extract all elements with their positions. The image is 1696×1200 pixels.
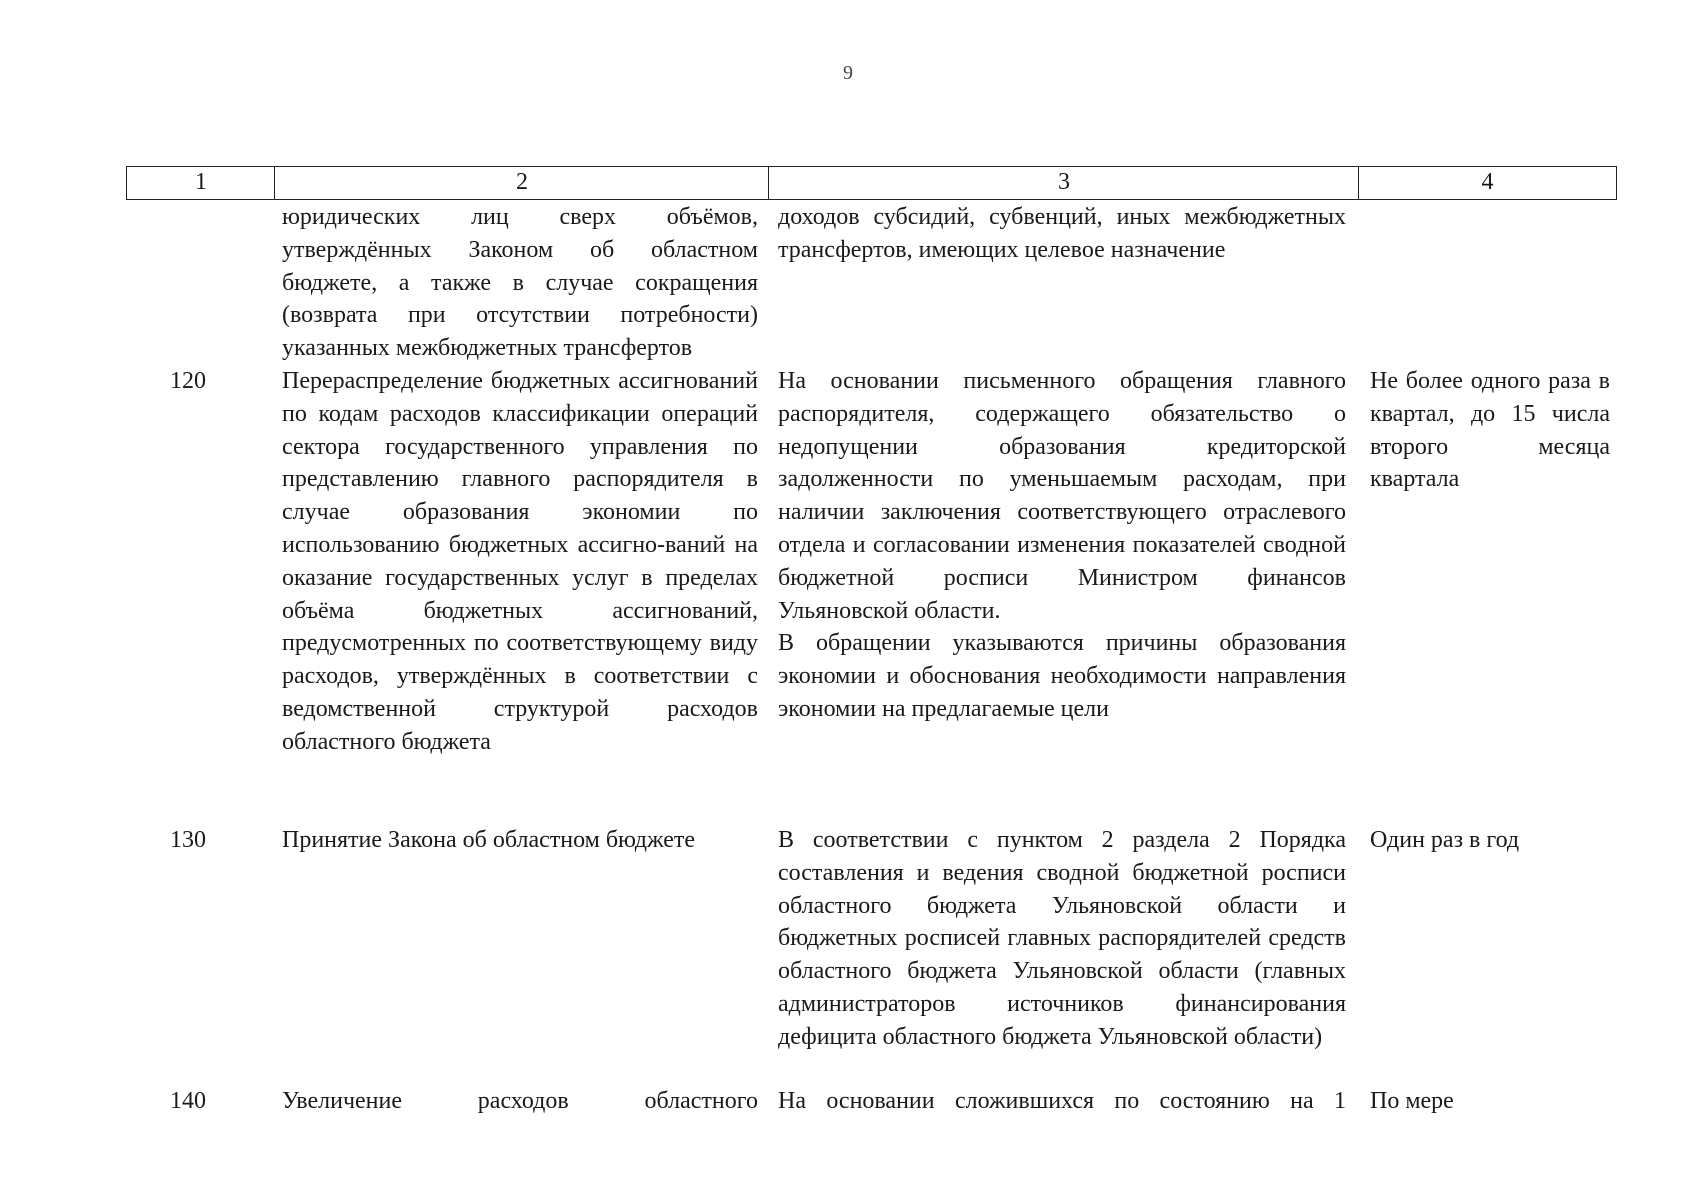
header-col-1: 1 bbox=[126, 166, 275, 200]
header-col-4: 4 bbox=[1358, 166, 1617, 200]
row-130-col4: Один раз в год bbox=[1370, 827, 1520, 853]
row-140-number: 140 bbox=[170, 1088, 206, 1114]
row-140-col4: По мере bbox=[1370, 1088, 1454, 1114]
row-140-col3: На основании сложившихся по состоянию на 1 bbox=[778, 1088, 1346, 1114]
row-130-col3: В соответствии с пунктом 2 раздела 2 Порядка составления и ведения сводной бюджетной росписи областного бюджета Ульяновской области и бюджетных росписей главных распорядителей средств областного бюджета Ульяновской области (главных администраторов источников финансирования дефицита областного бюджета Ульяновской области) bbox=[778, 827, 1346, 1050]
row-140-col2: Увеличение расходов областного bbox=[282, 1088, 758, 1114]
continuation-col3: доходов субсидий, субвенций, иных межбюджетных трансфертов, имеющих целевое назначение bbox=[778, 204, 1346, 263]
row-120-col3-b: В обращении указываются причины образования экономии и обоснования необходимости направления экономии на предлагаемые цели bbox=[778, 630, 1346, 722]
header-col-2: 2 bbox=[274, 166, 769, 200]
row-130-number: 130 bbox=[170, 827, 206, 853]
header-col-3: 3 bbox=[768, 166, 1359, 200]
page-number: 9 bbox=[843, 62, 853, 84]
row-130-col2: Принятие Закона об областном бюджете bbox=[282, 827, 696, 853]
continuation-col2: юридических лиц сверх объёмов, утверждённых Законом об областном бюджете, а также в случае сокращения (возврата при отсутствии потребности) указанных межбюджетных трансфертов bbox=[282, 204, 758, 362]
row-120-col2: Перераспределение бюджетных ассигнований по кодам расходов классификации операций сектора государственного управления по представлению главного распорядителя в случае образования экономии по использованию бюджетных ассигно-ваний на оказание государственных услуг в пределах объёма бюджетных ассигнований, предусмотренных по соответствующему виду расходов, утверждённых в соответствии с ведомственной структурой расходов областного бюджета bbox=[282, 368, 758, 755]
row-120-col3-a: На основании письменного обращения главного распорядителя, содержащего обязательство о недопущении образования кредиторской задолженности по уменьшаемым расходам, при наличии заключения соответствующего отраслевого отдела и согласовании изменения показателей сводной бюджетной росписи Министром финансов Ульяновской области. bbox=[778, 368, 1346, 624]
row-120-number: 120 bbox=[170, 368, 206, 394]
row-120-col4: Не более одного раза в квартал, до 15 числа второго месяца квартала bbox=[1370, 368, 1610, 493]
